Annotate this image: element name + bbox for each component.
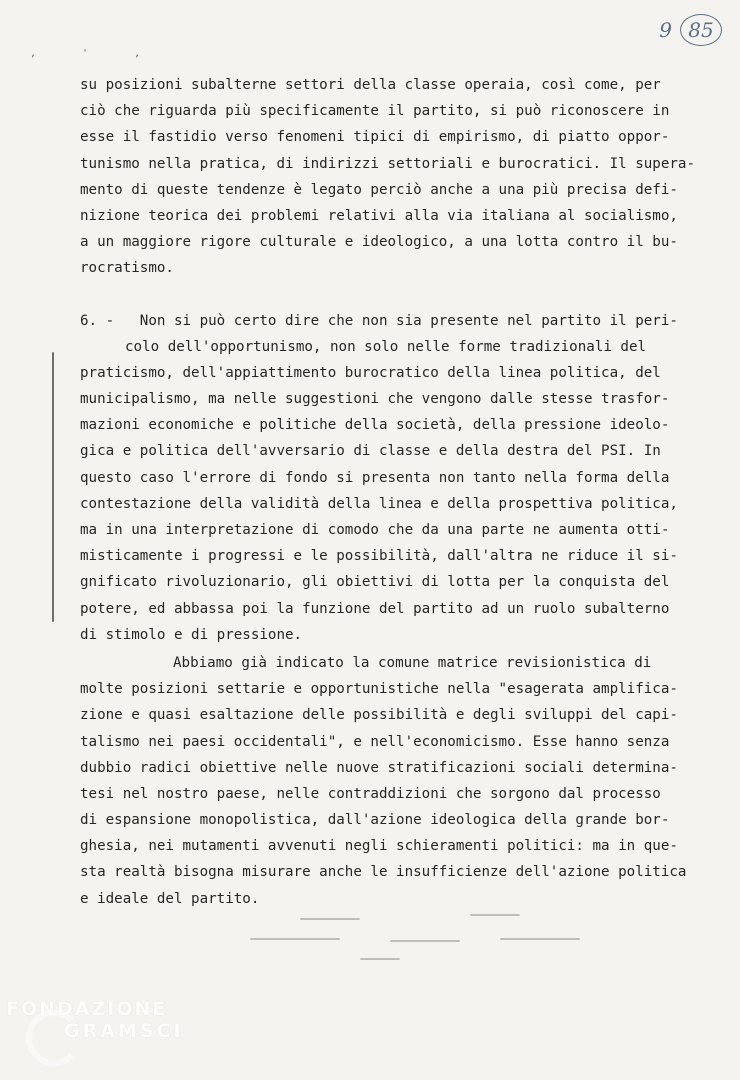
text-line: sta realtà bisogna misurare anche le insufficienze dell'azione politica bbox=[80, 864, 687, 881]
text-line: mento di queste tendenze è legato perciò anche a una più precisa defi- bbox=[80, 181, 678, 198]
text-line: a un maggiore rigore culturale e ideologico, a una lotta contro il bu- bbox=[80, 234, 678, 251]
text-line: gica e politica dell'avversario di classe e della destra del PSI. In bbox=[80, 443, 661, 460]
text-line: ma in una interpretazione di comodo che da una parte ne aumenta otti- bbox=[80, 522, 670, 538]
text-line: misticamente i progressi e le possibilità, dall'altra ne riduce il si- bbox=[80, 548, 678, 565]
ink-smudges bbox=[240, 912, 600, 972]
text-line: contestazione della validità della linea e della prospettiva politica, bbox=[80, 495, 678, 512]
text-line: dubbio radici obiettive nelle nuove stratificazioni sociali determina- bbox=[80, 759, 678, 776]
watermark-line-2: GRAMSCI bbox=[64, 1020, 184, 1042]
text-line: gnificato rivoluzionario, gli obiettivi di lotta per la conquista del bbox=[80, 574, 670, 591]
page-number-pencil: 9 bbox=[659, 18, 672, 42]
text-line: di espansione monopolistica, dall'azione ideologica della grande bor- bbox=[80, 812, 670, 829]
text-line: rocratismo. bbox=[80, 260, 174, 277]
text-line: esse il fastidio verso fenomeni tipici di empirismo, di piatto oppor- bbox=[80, 129, 670, 146]
watermark-line-1: FONDAZIONE bbox=[6, 998, 168, 1020]
margin-line-mark bbox=[52, 352, 54, 622]
text-line: Abbiamo già indicato la comune matrice revisionistica di bbox=[173, 654, 652, 671]
fondazione-gramsci-watermark bbox=[6, 998, 246, 1042]
paper-specks: , ' , bbox=[30, 48, 161, 59]
text-line: tesi nel nostro paese, nelle contraddizioni che sorgono dal processo bbox=[80, 785, 661, 802]
section-6-heading-line: 6. - Non si può certo dire che non sia presente nel partito il peri- bbox=[80, 312, 678, 329]
page-number bbox=[659, 14, 722, 46]
text-line: talismo nei paesi occidentali", e nell'economicismo. Esse hanno senza bbox=[80, 733, 670, 750]
text-line: ghesia, nei mutamenti avvenuti negli schieramenti politici: ma in que- bbox=[80, 838, 678, 855]
text-line: molte posizioni settarie e opportunistiche nella "esagerata amplifica- bbox=[80, 681, 678, 698]
text-line: praticismo, dell'appiattimento burocratico della linea politica, del bbox=[80, 364, 661, 381]
typewritten-text bbox=[80, 72, 710, 912]
text-line: su posizioni subalterne settori della classe operaia, così come, per bbox=[80, 77, 661, 93]
text-line: di stimolo e di pressione. bbox=[80, 626, 303, 643]
text-line: tunismo nella pratica, di indirizzi settoriali e burocratici. Il supera- bbox=[80, 155, 695, 172]
watermark-g-logo-icon bbox=[26, 1010, 82, 1066]
text-line: ciò che riguarda più specificamente il partito, si può riconoscere in bbox=[80, 103, 670, 120]
text-line: municipalismo, ma nelle suggestioni che vengono dalle stesse trasfor- bbox=[80, 391, 670, 408]
text-line: mazioni economiche e politiche della società, della pressione ideolo- bbox=[80, 417, 670, 434]
text-line: e ideale del partito. bbox=[80, 890, 260, 907]
page-number-circled: 85 bbox=[680, 14, 722, 46]
text-line: questo caso l'errore di fondo si presenta non tanto nella forma della bbox=[80, 469, 670, 486]
text-line: potere, ed abbassa poi la funzione del partito ad un ruolo subalterno bbox=[80, 600, 670, 617]
text-line: colo dell'opportunismo, non solo nelle forme tradizionali del bbox=[125, 338, 647, 355]
text-line: nizione teorica dei problemi relativi alla via italiana al socialismo, bbox=[80, 207, 678, 224]
text-line: zione e quasi esaltazione delle possibilità e degli sviluppi del capi- bbox=[80, 707, 678, 724]
section-number: 6. - bbox=[80, 312, 115, 329]
